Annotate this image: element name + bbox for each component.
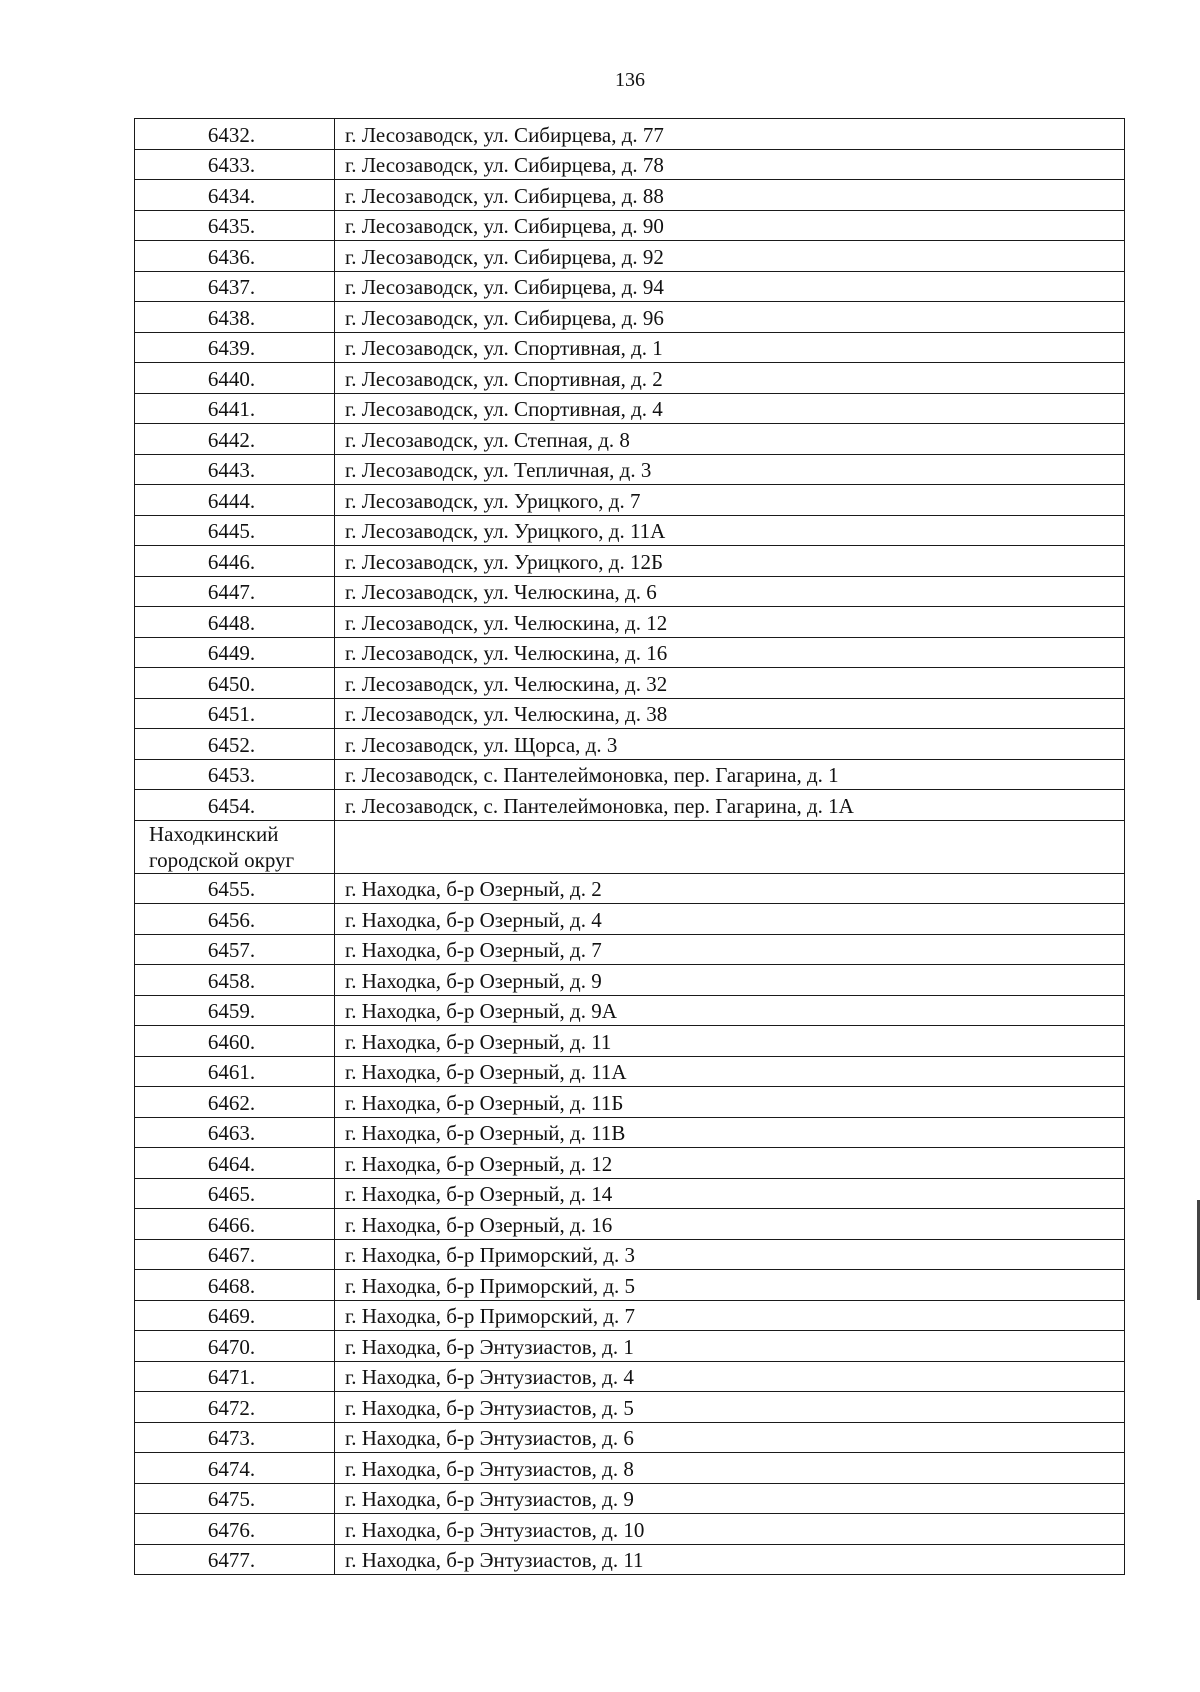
section-label-line-2: городской округ [149, 847, 295, 872]
row-number: 6438. [135, 302, 335, 333]
table-row [135, 965, 1125, 996]
table-row [135, 1300, 1125, 1331]
row-address: г. Лесозаводск, ул. Челюскина, д. 32 [335, 668, 1125, 699]
row-address: г. Лесозаводск, ул. Сибирцева, д. 92 [335, 241, 1125, 272]
row-number: 6448. [135, 607, 335, 638]
row-address: г. Находка, б-р Энтузиастов, д. 5 [335, 1392, 1125, 1423]
table-row [135, 1270, 1125, 1301]
row-address: г. Лесозаводск, ул. Сибирцева, д. 94 [335, 271, 1125, 302]
row-number: 6476. [135, 1514, 335, 1545]
row-number: 6454. [135, 790, 335, 821]
row-address: г. Лесозаводск, ул. Спортивная, д. 4 [335, 393, 1125, 424]
row-number: 6434. [135, 180, 335, 211]
row-number: 6453. [135, 759, 335, 790]
table-row [135, 1209, 1125, 1240]
row-address: г. Находка, б-р Озерный, д. 16 [335, 1209, 1125, 1240]
row-address: г. Находка, б-р Озерный, д. 11Б [335, 1087, 1125, 1118]
row-address: г. Лесозаводск, ул. Урицкого, д. 12Б [335, 546, 1125, 577]
row-address: г. Лесозаводск, ул. Сибирцева, д. 90 [335, 210, 1125, 241]
table-row [135, 210, 1125, 241]
row-number: 6463. [135, 1117, 335, 1148]
row-address: г. Находка, б-р Озерный, д. 11 [335, 1026, 1125, 1057]
row-address: г. Находка, б-р Озерный, д. 2 [335, 873, 1125, 904]
table-row [135, 1483, 1125, 1514]
row-number: 6432. [135, 119, 335, 150]
row-number: 6451. [135, 698, 335, 729]
table-row [135, 515, 1125, 546]
table-row [135, 454, 1125, 485]
row-address: г. Находка, б-р Озерный, д. 7 [335, 934, 1125, 965]
row-address: г. Находка, б-р Озерный, д. 14 [335, 1178, 1125, 1209]
row-address: г. Находка, б-р Приморский, д. 3 [335, 1239, 1125, 1270]
row-number: 6474. [135, 1453, 335, 1484]
table-row [135, 1239, 1125, 1270]
table-row [135, 1422, 1125, 1453]
table-row [135, 485, 1125, 516]
section-label [135, 820, 335, 873]
row-number: 6460. [135, 1026, 335, 1057]
table-row [135, 1178, 1125, 1209]
row-address: г. Лесозаводск, с. Пантелеймоновка, пер. Гагарина, д. 1А [335, 790, 1125, 821]
row-address: г. Находка, б-р Энтузиастов, д. 6 [335, 1422, 1125, 1453]
row-address: г. Лесозаводск, ул. Спортивная, д. 1 [335, 332, 1125, 363]
table-row [135, 934, 1125, 965]
row-number: 6477. [135, 1544, 335, 1575]
table-row [135, 119, 1125, 150]
table-row [135, 729, 1125, 760]
row-number: 6449. [135, 637, 335, 668]
row-number: 6439. [135, 332, 335, 363]
row-address: г. Лесозаводск, ул. Челюскина, д. 12 [335, 607, 1125, 638]
row-address: г. Лесозаводск, ул. Урицкого, д. 11А [335, 515, 1125, 546]
row-address: г. Лесозаводск, ул. Щорса, д. 3 [335, 729, 1125, 760]
table-row [135, 1117, 1125, 1148]
row-number: 6447. [135, 576, 335, 607]
table-row [135, 1056, 1125, 1087]
row-number: 6468. [135, 1270, 335, 1301]
address-table-body [135, 119, 1125, 1575]
row-address: г. Лесозаводск, ул. Сибирцева, д. 77 [335, 119, 1125, 150]
table-row [135, 873, 1125, 904]
table-row [135, 790, 1125, 821]
table-row [135, 271, 1125, 302]
row-number: 6433. [135, 149, 335, 180]
row-address: г. Лесозаводск, ул. Челюскина, д. 6 [335, 576, 1125, 607]
table-row [135, 1026, 1125, 1057]
row-address: г. Находка, б-р Озерный, д. 9 [335, 965, 1125, 996]
table-row [135, 607, 1125, 638]
table-row [135, 363, 1125, 394]
table-row [135, 241, 1125, 272]
table-row [135, 424, 1125, 455]
table-row [135, 149, 1125, 180]
row-address: г. Лесозаводск, ул. Тепличная, д. 3 [335, 454, 1125, 485]
row-address: г. Находка, б-р Энтузиастов, д. 10 [335, 1514, 1125, 1545]
row-number: 6472. [135, 1392, 335, 1423]
row-number: 6466. [135, 1209, 335, 1240]
section-label-line-1: Находкинский [149, 821, 279, 846]
row-address: г. Находка, б-р Озерный, д. 4 [335, 904, 1125, 935]
table-row [135, 668, 1125, 699]
row-address: г. Находка, б-р Озерный, д. 11А [335, 1056, 1125, 1087]
row-number: 6456. [135, 904, 335, 935]
row-address: г. Лесозаводск, с. Пантелеймоновка, пер. Гагарина, д. 1 [335, 759, 1125, 790]
table-row [135, 1453, 1125, 1484]
row-number: 6469. [135, 1300, 335, 1331]
row-number: 6442. [135, 424, 335, 455]
row-address: г. Находка, б-р Энтузиастов, д. 1 [335, 1331, 1125, 1362]
row-address: г. Лесозаводск, ул. Сибирцева, д. 96 [335, 302, 1125, 333]
table-row [135, 1361, 1125, 1392]
row-number: 6444. [135, 485, 335, 516]
row-number: 6475. [135, 1483, 335, 1514]
row-number: 6455. [135, 873, 335, 904]
row-number: 6459. [135, 995, 335, 1026]
table-row [135, 180, 1125, 211]
row-number: 6450. [135, 668, 335, 699]
row-number: 6457. [135, 934, 335, 965]
row-number: 6471. [135, 1361, 335, 1392]
row-address: г. Находка, б-р Приморский, д. 7 [335, 1300, 1125, 1331]
table-row [135, 698, 1125, 729]
table-row [135, 332, 1125, 363]
row-number: 6443. [135, 454, 335, 485]
row-number: 6446. [135, 546, 335, 577]
row-number: 6458. [135, 965, 335, 996]
table-row [135, 1148, 1125, 1179]
row-number: 6441. [135, 393, 335, 424]
table-row [135, 995, 1125, 1026]
row-number: 6464. [135, 1148, 335, 1179]
row-number: 6436. [135, 241, 335, 272]
row-number: 6435. [135, 210, 335, 241]
row-number: 6445. [135, 515, 335, 546]
table-row [135, 546, 1125, 577]
table-row [135, 904, 1125, 935]
row-address: г. Лесозаводск, ул. Урицкого, д. 7 [335, 485, 1125, 516]
table-row [135, 759, 1125, 790]
table-row [135, 576, 1125, 607]
page-number: 136 [615, 69, 645, 91]
row-address: г. Лесозаводск, ул. Сибирцева, д. 88 [335, 180, 1125, 211]
row-number: 6461. [135, 1056, 335, 1087]
address-table [134, 118, 1125, 1575]
table-row [135, 302, 1125, 333]
row-number: 6437. [135, 271, 335, 302]
row-number: 6452. [135, 729, 335, 760]
section-empty-cell [335, 820, 1125, 873]
row-address: г. Лесозаводск, ул. Челюскина, д. 38 [335, 698, 1125, 729]
row-number: 6465. [135, 1178, 335, 1209]
table-row [135, 393, 1125, 424]
table-row [135, 1514, 1125, 1545]
row-address: г. Лесозаводск, ул. Сибирцева, д. 78 [335, 149, 1125, 180]
row-address: г. Находка, б-р Озерный, д. 9А [335, 995, 1125, 1026]
row-address: г. Находка, б-р Энтузиастов, д. 11 [335, 1544, 1125, 1575]
row-address: г. Лесозаводск, ул. Спортивная, д. 2 [335, 363, 1125, 394]
row-address: г. Находка, б-р Озерный, д. 12 [335, 1148, 1125, 1179]
table-row [135, 637, 1125, 668]
row-address: г. Находка, б-р Приморский, д. 5 [335, 1270, 1125, 1301]
table-row [135, 1544, 1125, 1575]
section-row [135, 820, 1125, 873]
row-number: 6462. [135, 1087, 335, 1118]
table-row [135, 1087, 1125, 1118]
row-address: г. Находка, б-р Энтузиастов, д. 8 [335, 1453, 1125, 1484]
row-number: 6473. [135, 1422, 335, 1453]
table-row [135, 1392, 1125, 1423]
table-row [135, 1331, 1125, 1362]
row-number: 6467. [135, 1239, 335, 1270]
row-address: г. Находка, б-р Озерный, д. 11В [335, 1117, 1125, 1148]
row-address: г. Лесозаводск, ул. Степная, д. 8 [335, 424, 1125, 455]
row-number: 6440. [135, 363, 335, 394]
row-address: г. Лесозаводск, ул. Челюскина, д. 16 [335, 637, 1125, 668]
row-number: 6470. [135, 1331, 335, 1362]
row-address: г. Находка, б-р Энтузиастов, д. 9 [335, 1483, 1125, 1514]
row-address: г. Находка, б-р Энтузиастов, д. 4 [335, 1361, 1125, 1392]
